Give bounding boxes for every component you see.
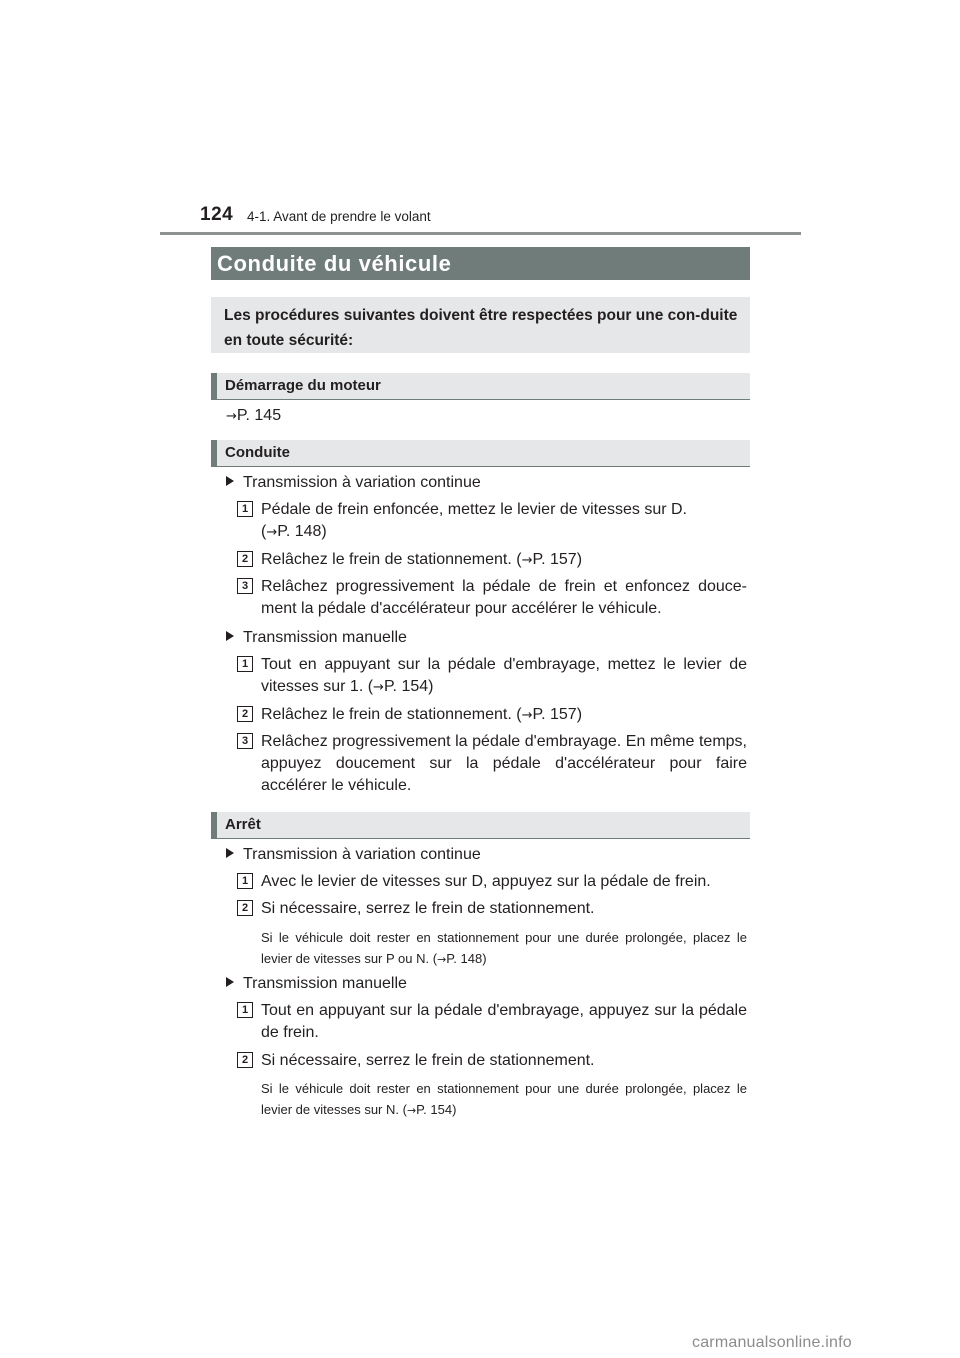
- conduite-cvt-label: Transmission à variation continue: [226, 472, 481, 494]
- triangle-bullet-icon: [226, 476, 234, 486]
- step-number-badge: 3: [237, 733, 253, 749]
- step-number-badge: 1: [237, 873, 253, 889]
- triangle-bullet-icon: [226, 977, 234, 987]
- arrow-right-icon: →: [373, 680, 384, 695]
- arret-cvt-note: Si le véhicule doit rester en stationnement pour une durée prolongée, placez le levier de vitesses sur P ou N. (→P. 148): [261, 930, 747, 966]
- arret-manual-note: Si le véhicule doit rester en stationnement pour une durée prolongée, placez le levier de vitesses sur N. (→P. 154): [261, 1081, 747, 1117]
- arret-cvt-label: Transmission à variation continue: [226, 844, 481, 866]
- page-title-bar: [211, 247, 750, 280]
- heading-demarrage: Démarrage du moteur: [211, 373, 750, 400]
- arret-manual-step-1: Tout en appuyant sur la pédale d'embrayage, appuyez sur la pédale de frein.: [261, 1002, 747, 1041]
- intro-box: [211, 297, 750, 353]
- arret-cvt-step-2: Si nécessaire, serrez le frein de stationnement.: [261, 900, 595, 917]
- step-number-badge: 2: [237, 900, 253, 916]
- arrow-right-icon: →: [266, 525, 278, 540]
- watermark: carmanualsonline.info: [692, 1334, 852, 1351]
- conduite-cvt-step-2: Relâchez le frein de stationnement. (→P. 157): [261, 551, 583, 568]
- demarrage-ref: →P. 145: [226, 407, 282, 424]
- conduite-manual-label: Transmission manuelle: [226, 627, 407, 649]
- header-divider: [160, 232, 801, 235]
- intro-text: Les procédures suivantes doivent être respectées pour une con-duite en toute sécurité:: [224, 307, 738, 349]
- step-number-badge: 2: [237, 551, 253, 567]
- arret-manual-label: Transmission manuelle: [226, 973, 407, 995]
- arrow-right-icon: →: [406, 1104, 417, 1117]
- arret-cvt-step-1: Avec le levier de vitesses sur D, appuyez sur la pédale de frein.: [261, 873, 711, 890]
- conduite-manual-step-1: Tout en appuyant sur la pédale d'embrayage, mettez le levier de vitesses sur 1. (→P. 154): [261, 656, 747, 695]
- section-title: 4-1. Avant de prendre le volant: [247, 209, 431, 224]
- conduite-cvt-step-1: Pédale de frein enfoncée, mettez le levier de vitesses sur D. (→P. 148): [261, 501, 687, 540]
- conduite-manual-step-2: Relâchez le frein de stationnement. (→P. 157): [261, 706, 583, 723]
- arrow-right-icon: →: [521, 553, 533, 568]
- heading-conduite: Conduite: [211, 440, 750, 467]
- triangle-bullet-icon: [226, 631, 234, 641]
- arrow-right-icon: →: [521, 708, 533, 723]
- step-number-badge: 3: [237, 578, 253, 594]
- arrow-right-icon: →: [437, 953, 447, 966]
- step-number-badge: 1: [237, 656, 253, 672]
- conduite-manual-step-3: Relâchez progressivement la pédale d'embrayage. En même temps, appuyez doucement sur la pédale d'accélérateur pour faire accélérer le véhicule.: [261, 733, 747, 794]
- page-title: Conduite du véhicule: [217, 251, 452, 276]
- step-number-badge: 1: [237, 1002, 253, 1018]
- step-number-badge: 2: [237, 706, 253, 722]
- step-number-badge: 1: [237, 501, 253, 517]
- heading-arret: Arrêt: [211, 812, 750, 839]
- triangle-bullet-icon: [226, 848, 234, 858]
- page-number: 124: [200, 204, 234, 225]
- arrow-right-icon: →: [226, 409, 237, 424]
- arret-manual-step-2: Si nécessaire, serrez le frein de stationnement.: [261, 1052, 595, 1069]
- conduite-cvt-step-3: Relâchez progressivement la pédale de frein et enfoncez douce-ment la pédale d'accélérateur pour accélérer le véhicule.: [261, 578, 747, 617]
- step-number-badge: 2: [237, 1052, 253, 1068]
